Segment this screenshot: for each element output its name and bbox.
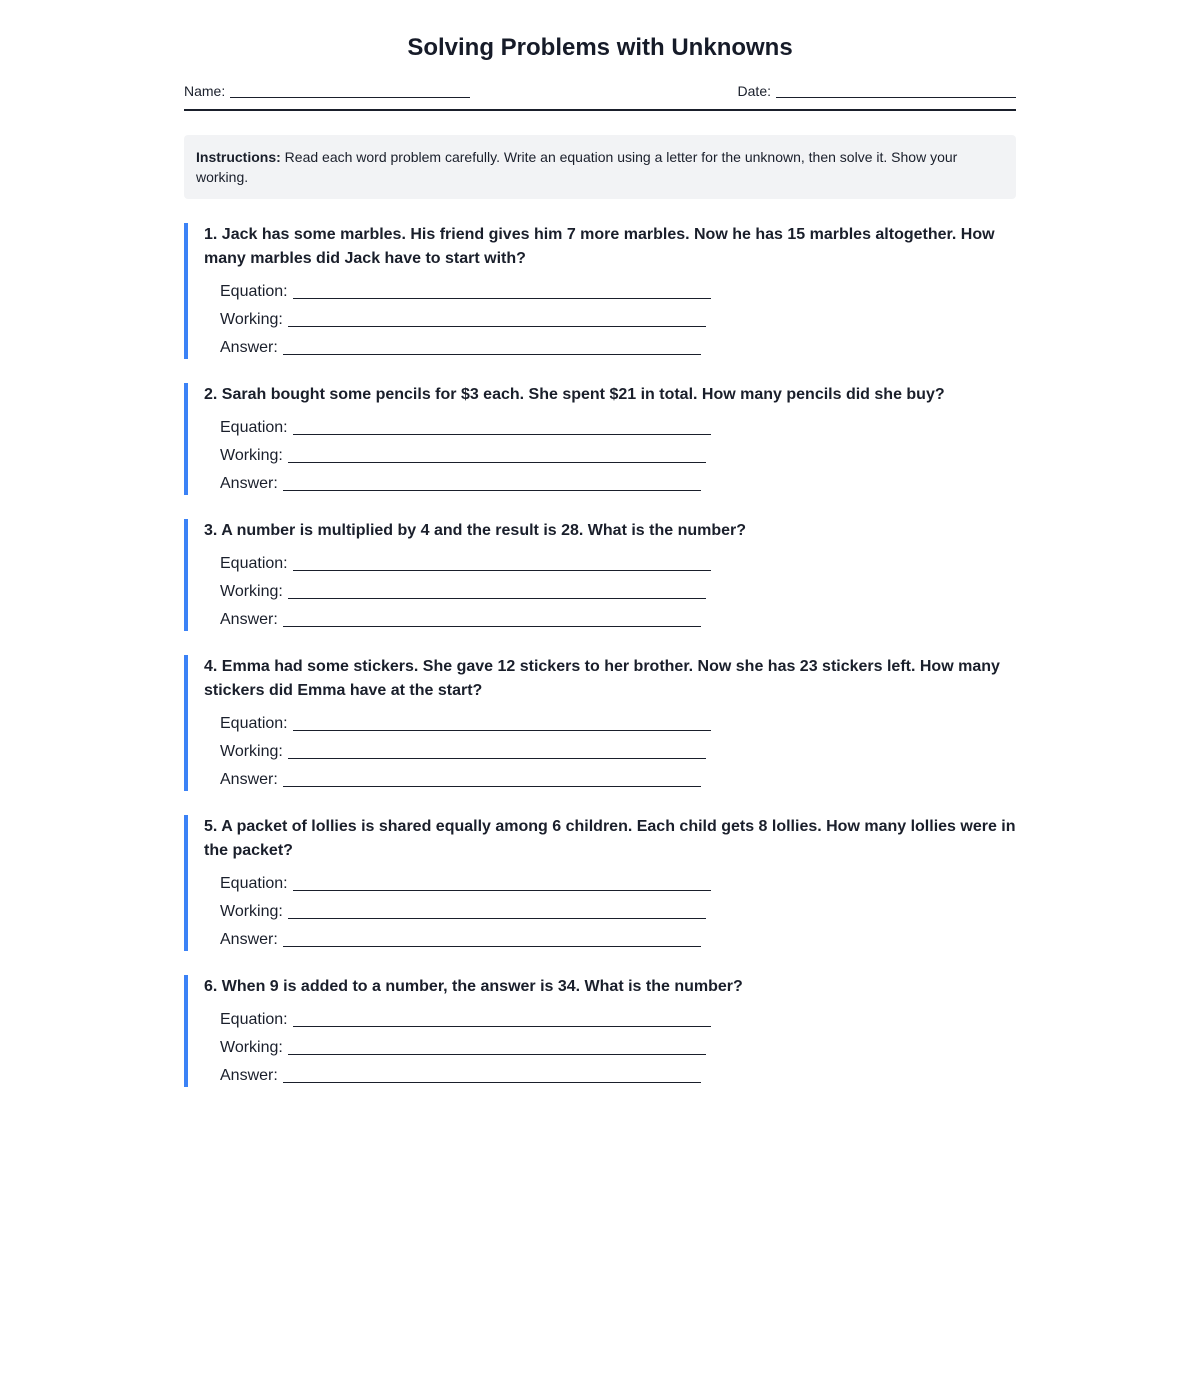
answer-row: [220, 331, 1016, 359]
working-label: Working:: [220, 903, 283, 920]
answer-row: [220, 603, 1016, 631]
answer-blank-line[interactable]: [283, 932, 701, 947]
name-blank-line[interactable]: [230, 83, 470, 98]
equation-blank-line[interactable]: [293, 716, 711, 731]
answer-blank-line[interactable]: [283, 476, 701, 491]
problem-text: 5. A packet of lollies is shared equally among 6 children. Each child gets 8 lollies. How many lollies were in the packet?: [204, 818, 1016, 859]
answer-row: [220, 467, 1016, 495]
working-label: Working:: [220, 447, 283, 464]
working-row: [220, 439, 1016, 467]
answer-lines: [204, 279, 1016, 359]
equation-row: [220, 711, 1016, 735]
answer-label: Answer:: [220, 931, 278, 948]
equation-blank-line[interactable]: [293, 284, 711, 299]
answer-label: Answer:: [220, 475, 278, 492]
problem-text: 4. Emma had some stickers. She gave 12 stickers to her brother. Now she has 23 stickers left. How many stickers did Emma have at the start?: [204, 658, 1000, 699]
problem-text: 3. A number is multiplied by 4 and the result is 28. What is the number?: [204, 522, 747, 539]
equation-label: Equation:: [220, 555, 288, 572]
answer-label: Answer:: [220, 1067, 278, 1084]
equation-label: Equation:: [220, 715, 288, 732]
instructions-text: Read each word problem carefully. Write an equation using a letter for the unknown, then solve it. Show your working.: [196, 149, 958, 185]
equation-blank-line[interactable]: [293, 876, 711, 891]
working-row: [220, 1031, 1016, 1059]
answer-blank-line[interactable]: [283, 1068, 701, 1083]
working-blank-line[interactable]: [288, 744, 706, 759]
answer-lines: [204, 871, 1016, 951]
working-label: Working:: [220, 311, 283, 328]
name-label: Name:: [184, 83, 226, 99]
problem-text: 2. Sarah bought some pencils for $3 each. She spent $21 in total. How many pencils did she buy?: [204, 386, 945, 403]
equation-row: [220, 415, 1016, 439]
equation-label: Equation:: [220, 1011, 288, 1028]
answer-row: [220, 763, 1016, 791]
answer-blank-line[interactable]: [283, 612, 701, 627]
working-row: [220, 303, 1016, 331]
working-blank-line[interactable]: [288, 584, 706, 599]
answer-lines: [204, 1007, 1016, 1087]
problem-6: [184, 975, 1016, 1087]
problem-4: [184, 655, 1016, 791]
problem-text: 1. Jack has some marbles. His friend gives him 7 more marbles. Now he has 15 marbles altogether. How many marbles did Jack have to start with?: [204, 226, 995, 267]
working-label: Working:: [220, 1039, 283, 1056]
page-title: Solving Problems with Unknowns: [407, 34, 793, 61]
answer-blank-line[interactable]: [283, 340, 701, 355]
equation-row: [220, 551, 1016, 575]
answer-label: Answer:: [220, 611, 278, 628]
working-label: Working:: [220, 743, 283, 760]
answer-label: Answer:: [220, 339, 278, 356]
answer-row: [220, 1059, 1016, 1087]
student-info-row: [184, 80, 1016, 100]
name-field: [184, 82, 470, 100]
equation-blank-line[interactable]: [293, 420, 711, 435]
problem-5: [184, 815, 1016, 951]
equation-blank-line[interactable]: [293, 556, 711, 571]
equation-row: [220, 279, 1016, 303]
problem-2: [184, 383, 1016, 495]
instructions-box: [184, 135, 1016, 199]
equation-label: Equation:: [220, 875, 288, 892]
answer-lines: [204, 711, 1016, 791]
answer-lines: [204, 415, 1016, 495]
answer-label: Answer:: [220, 771, 278, 788]
problem-list: [184, 223, 1016, 1087]
equation-row: [220, 1007, 1016, 1031]
working-blank-line[interactable]: [288, 448, 706, 463]
instructions-label: Instructions:: [196, 149, 281, 165]
answer-lines: [204, 551, 1016, 631]
working-row: [220, 735, 1016, 763]
problem-1: [184, 223, 1016, 359]
worksheet-page: [184, 0, 1016, 1087]
working-blank-line[interactable]: [288, 1040, 706, 1055]
answer-row: [220, 923, 1016, 951]
header-divider: [184, 109, 1016, 111]
working-blank-line[interactable]: [288, 312, 706, 327]
working-row: [220, 895, 1016, 923]
problem-text: 6. When 9 is added to a number, the answer is 34. What is the number?: [204, 978, 743, 995]
date-label: Date:: [737, 83, 771, 99]
equation-row: [220, 871, 1016, 895]
equation-label: Equation:: [220, 419, 288, 436]
working-blank-line[interactable]: [288, 904, 706, 919]
date-field: [738, 82, 1016, 100]
equation-blank-line[interactable]: [293, 1012, 711, 1027]
working-row: [220, 575, 1016, 603]
equation-label: Equation:: [220, 283, 288, 300]
answer-blank-line[interactable]: [283, 772, 701, 787]
date-blank-line[interactable]: [776, 83, 1016, 98]
problem-3: [184, 519, 1016, 631]
working-label: Working:: [220, 583, 283, 600]
